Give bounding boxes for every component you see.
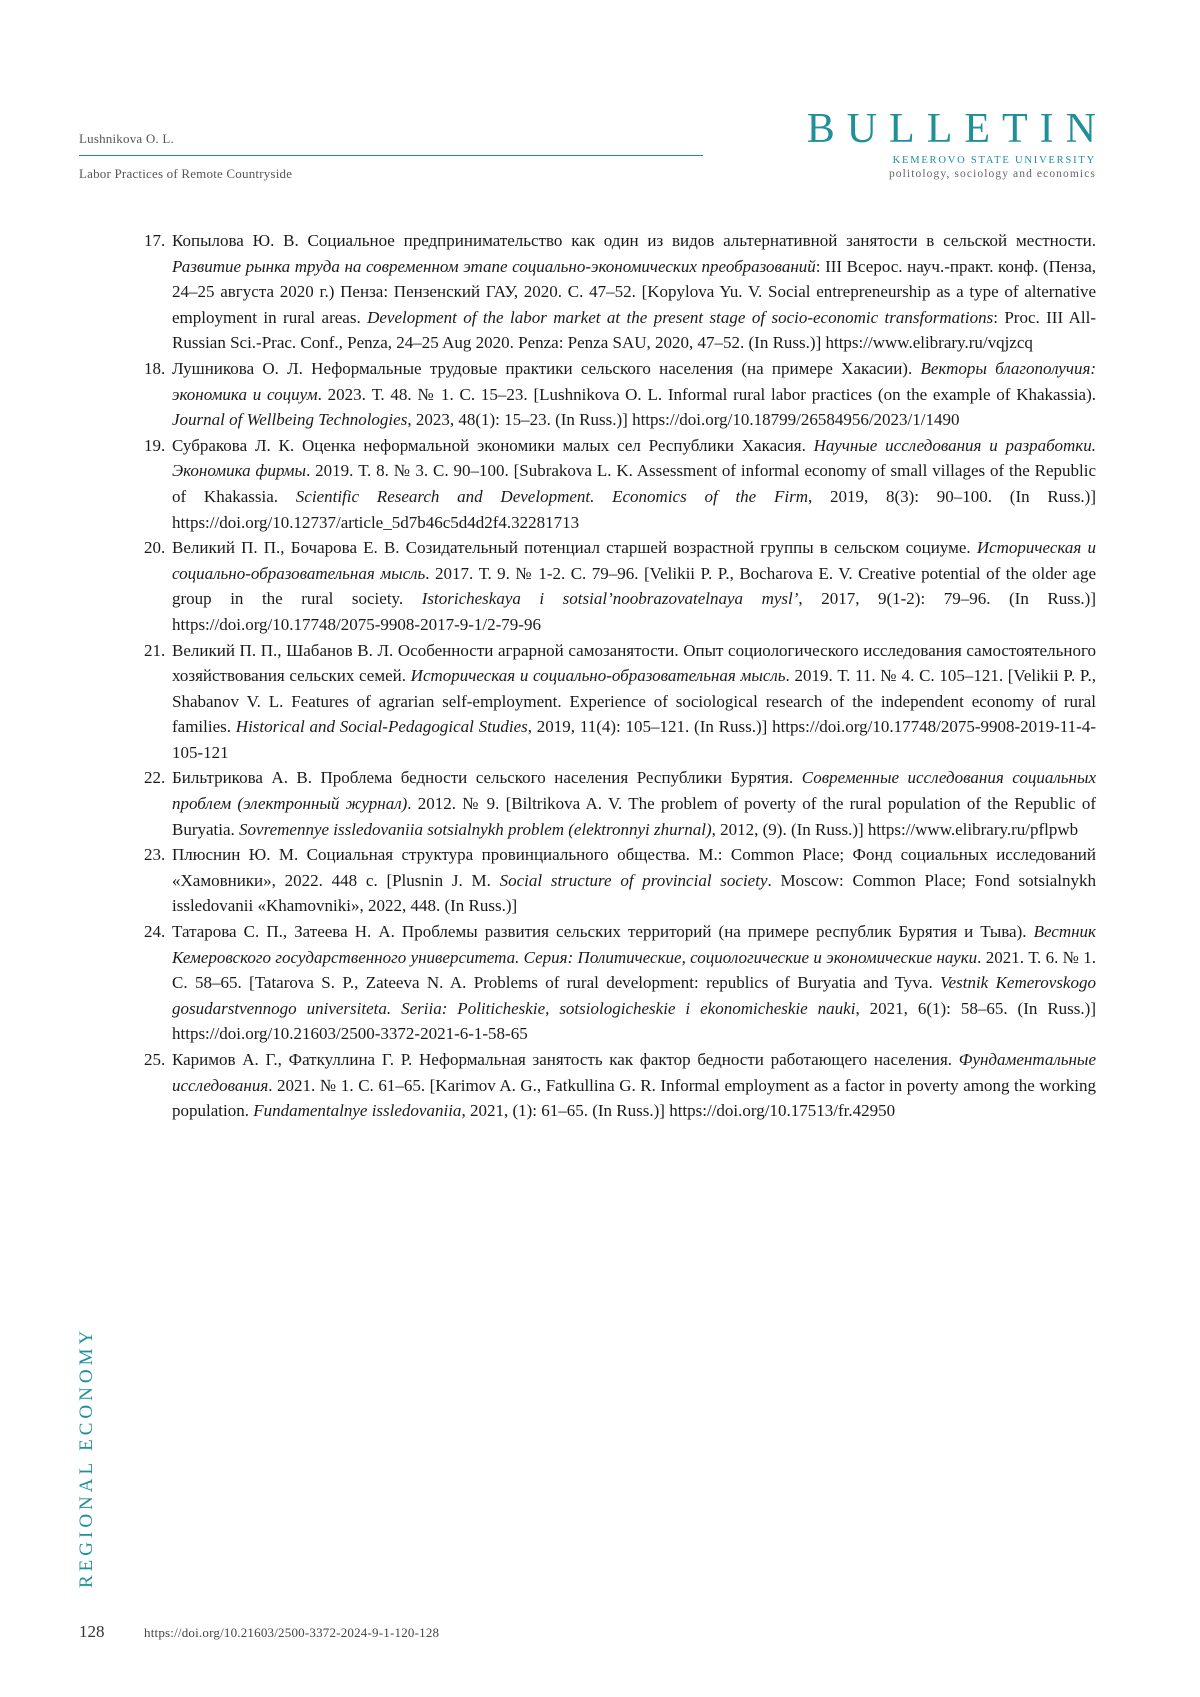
reference-text-part: . 2012. № 9. [Biltrikova A. V. The problem of poverty of the rural population of the Republic of Buryatia.	[172, 794, 1096, 839]
reference-text-part: , 2017, 9(1-2): 79–96. (In Russ.)] https://doi.org/10.17748/2075-9908-2017-9-1/2-79-96	[172, 589, 1097, 634]
reference-text-part: Татарова С. П., Затеева Н. А. Проблемы развития сельских территорий (на примере республик Бурятия и Тыва).	[172, 922, 1034, 942]
reference-number: 20.	[144, 538, 166, 558]
reference-text-part: , 2023, 48(1): 15–23. (In Russ.)] https://doi.org/10.18799/26584956/2023/1/1490	[407, 410, 960, 430]
reference-text-part: , 2021, 6(1): 58–65. (In Russ.)] https://doi.org/10.21603/2500-3372-2021-6-1-58-65	[172, 998, 1096, 1044]
reference-text-part: Каримов А. Г., Фаткуллина Г. Р. Неформальная занятость как фактор бедности работающего населения.	[172, 1050, 959, 1069]
reference-text-part: Великий П. П., Шабанов В. Л. Особенности аграрной самозанятости. Опыт социологического исследования самостоятельного хозяйствования сельских семей.	[172, 640, 1096, 686]
reference-source-title: Современные исследования социальных проблем (электронный журнал)	[172, 768, 1097, 814]
reference-source-title: Historical and Social-Pedagogical Studies	[235, 717, 528, 737]
reference-number: 18.	[144, 358, 166, 378]
reference-text	[172, 638, 1096, 766]
header-rule	[79, 155, 703, 156]
reference-item	[144, 1047, 1096, 1124]
reference-source-title: Научные исследования и разработки. Экономика фирмы	[172, 435, 1096, 481]
reference-source-title: Vestnik Kemerovskogo gosudarstvennogo universiteta. Seriia: Politicheskie, sotsiologicheskie i ekonomicheskie nauki	[172, 973, 1096, 1018]
reference-text	[172, 842, 1096, 919]
reference-text-part: Субракова Л. К. Оценка неформальной экономики малых сел Республики Хакасия.	[172, 435, 814, 455]
reference-text-part: . 2019. Т. 11. № 4. С. 105–121. [Velikii P. P., Shabanov V. L. Features of agrarian self-employment. Experience of sociological research of the independent economy of rural families.	[172, 666, 1097, 737]
running-head-title: Labor Practices of Remote Countryside	[79, 166, 293, 181]
reference-item	[144, 356, 1096, 433]
reference-source-title: Fundamentalnye issledovaniia	[253, 1101, 462, 1121]
reference-text-part: . 2019. Т. 8. № 3. С. 90–100. [Subrakova L. K. Assessment of informal economy of small villages of the Republic of Khakassia.	[172, 461, 1097, 506]
reference-source-title: Journal of Wellbeing Technologies	[172, 410, 408, 430]
reference-source-title: Вестник Кемеровского государственного университета. Серия: Политические, социологические и экономические науки	[172, 922, 1096, 967]
reference-number: 23.	[144, 845, 166, 865]
reference-text-part: Бильтрикова А. В. Проблема бедности сельского населения Республики Бурятия.	[172, 768, 802, 788]
reference-source-title: Векторы благополучия: экономика и социум	[172, 358, 1097, 404]
reference-text-part: . 2023. Т. 48. № 1. С. 15–23. [Lushnikova O. L. Informal rural labor practices (on the example of Khakassia).	[317, 384, 1097, 404]
reference-text-part: , 2021, (1): 61–65. (In Russ.)] https://doi.org/10.17513/fr.42950	[461, 1101, 896, 1121]
reference-text-part: , 2019, 8(3): 90–100. (In Russ.)] https://doi.org/10.12737/article_5d7b46c5d4d2f4.32281713	[172, 486, 1097, 532]
reference-source-title: Social structure of provincial society	[499, 870, 768, 890]
reference-text-part: . Moscow: Common Place; Fond sotsialnykh issledovanii «Khamovniki», 2022, 448. (In Russ.)]	[172, 870, 1096, 916]
reference-list	[144, 228, 1096, 1124]
reference-text-part: . 2021. № 1. С. 61–65. [Karimov A. G., Fatkullina G. R. Informal employment as a factor in poverty among the working population.	[172, 1075, 1096, 1121]
reference-item	[144, 842, 1096, 919]
reference-text-part: Великий П. П., Бочарова Е. В. Созидательный потенциал старшей возрастной группы в сельском социуме.	[172, 538, 977, 558]
journal-brand	[806, 106, 1108, 180]
reference-text	[172, 1047, 1096, 1124]
reference-text-part: . 2017. Т. 9. № 1-2. С. 79–96. [Velikii P. P., Bocharova E. V. Creative potential of the older age group in the rural society.	[172, 563, 1096, 609]
reference-source-title: Istoricheskaya i sotsial’noobrazovatelnaya mysl’	[421, 589, 799, 609]
reference-source-title: Фундаментальные исследования	[172, 1050, 1096, 1095]
reference-item	[144, 919, 1096, 1047]
reference-text	[172, 356, 1096, 433]
reference-source-title: Scientific Research and Development. Economics of the Firm	[295, 486, 808, 506]
reference-item	[144, 433, 1096, 535]
reference-text-part: Плюснин Ю. М. Социальная структура провинциального общества. М.: Common Place; Фонд социальных исследований «Хамовники», 2022. 448 с. [Plusnin J. M.	[172, 845, 1096, 890]
journal-name: BULLETIN	[806, 106, 1108, 152]
reference-source-title: Развитие рынка труда на современном этапе социально-экономических преобразований	[172, 256, 816, 276]
reference-item	[144, 638, 1096, 766]
reference-text-part: , 2019, 11(4): 105–121. (In Russ.)] https://doi.org/10.17748/2075-9908-2019-11-4-105-121	[172, 717, 1096, 762]
reference-number: 24.	[144, 922, 166, 942]
running-head-author: Lushnikova O. L.	[79, 131, 174, 146]
reference-item	[144, 535, 1096, 637]
reference-text	[172, 765, 1096, 842]
reference-text	[172, 919, 1096, 1047]
footer-doi: https://doi.org/10.21603/2500-3372-2024-9-1-120-128	[144, 1625, 440, 1640]
reference-item	[144, 228, 1096, 356]
reference-source-title: Sovremennye issledovaniia sotsialnykh problem (elektronnyi zhurnal)	[239, 819, 712, 839]
reference-number: 22.	[144, 768, 166, 788]
reference-source-title: Development of the labor market at the present stage of socio-economic transformations	[367, 307, 994, 327]
reference-item	[144, 765, 1096, 842]
reference-number: 19.	[144, 435, 166, 455]
reference-text	[172, 433, 1096, 535]
journal-university: KEMEROVO STATE UNIVERSITY	[892, 155, 1096, 166]
reference-source-title: Историческая и социально-образовательная мысль	[172, 538, 1096, 583]
reference-source-title: Историческая и социально-образовательная мысль	[410, 666, 786, 686]
section-label: REGIONAL ECONOMY	[76, 1326, 97, 1588]
page-number: 128	[79, 1622, 105, 1641]
reference-text-part: Копылова Ю. В. Социальное предпринимательство как один из видов альтернативной занятости в сельской местности.	[172, 231, 1096, 250]
reference-number: 25.	[144, 1050, 166, 1069]
reference-number: 21.	[144, 640, 166, 660]
reference-text-part: Лушникова О. Л. Неформальные трудовые практики сельского населения (на примере Хакасии).	[172, 358, 921, 378]
reference-text-part: : Proc. III All-Russian Sci.-Prac. Conf., Penza, 24–25 Aug 2020. Penza: Penza SAU, 2020, 47–52. (In Russ.)] https://www.elibrary.ru/vqjzcq	[172, 307, 1096, 353]
reference-text-part: . 2021. Т. 6. № 1. С. 58–65. [Tatarova S. P., Zateeva N. A. Problems of rural development: republics of Buryatia and Tyva.	[172, 947, 1097, 993]
reference-text	[172, 228, 1096, 356]
reference-text-part: : III Всерос. науч.-практ. конф. (Пенза, 24–25 августа 2020 г.) Пенза: Пензенский ГАУ, 2020. С. 47–52. [Kopylova Yu. V. Social entrepreneurship as a type of alternative employment in rural areas.	[172, 256, 1097, 327]
reference-text-part: , 2012, (9). (In Russ.)] https://www.elibrary.ru/pflpwb	[711, 819, 1079, 839]
reference-text	[172, 535, 1096, 637]
journal-series: politology, sociology and economics	[888, 168, 1096, 180]
reference-number: 17.	[144, 231, 166, 250]
